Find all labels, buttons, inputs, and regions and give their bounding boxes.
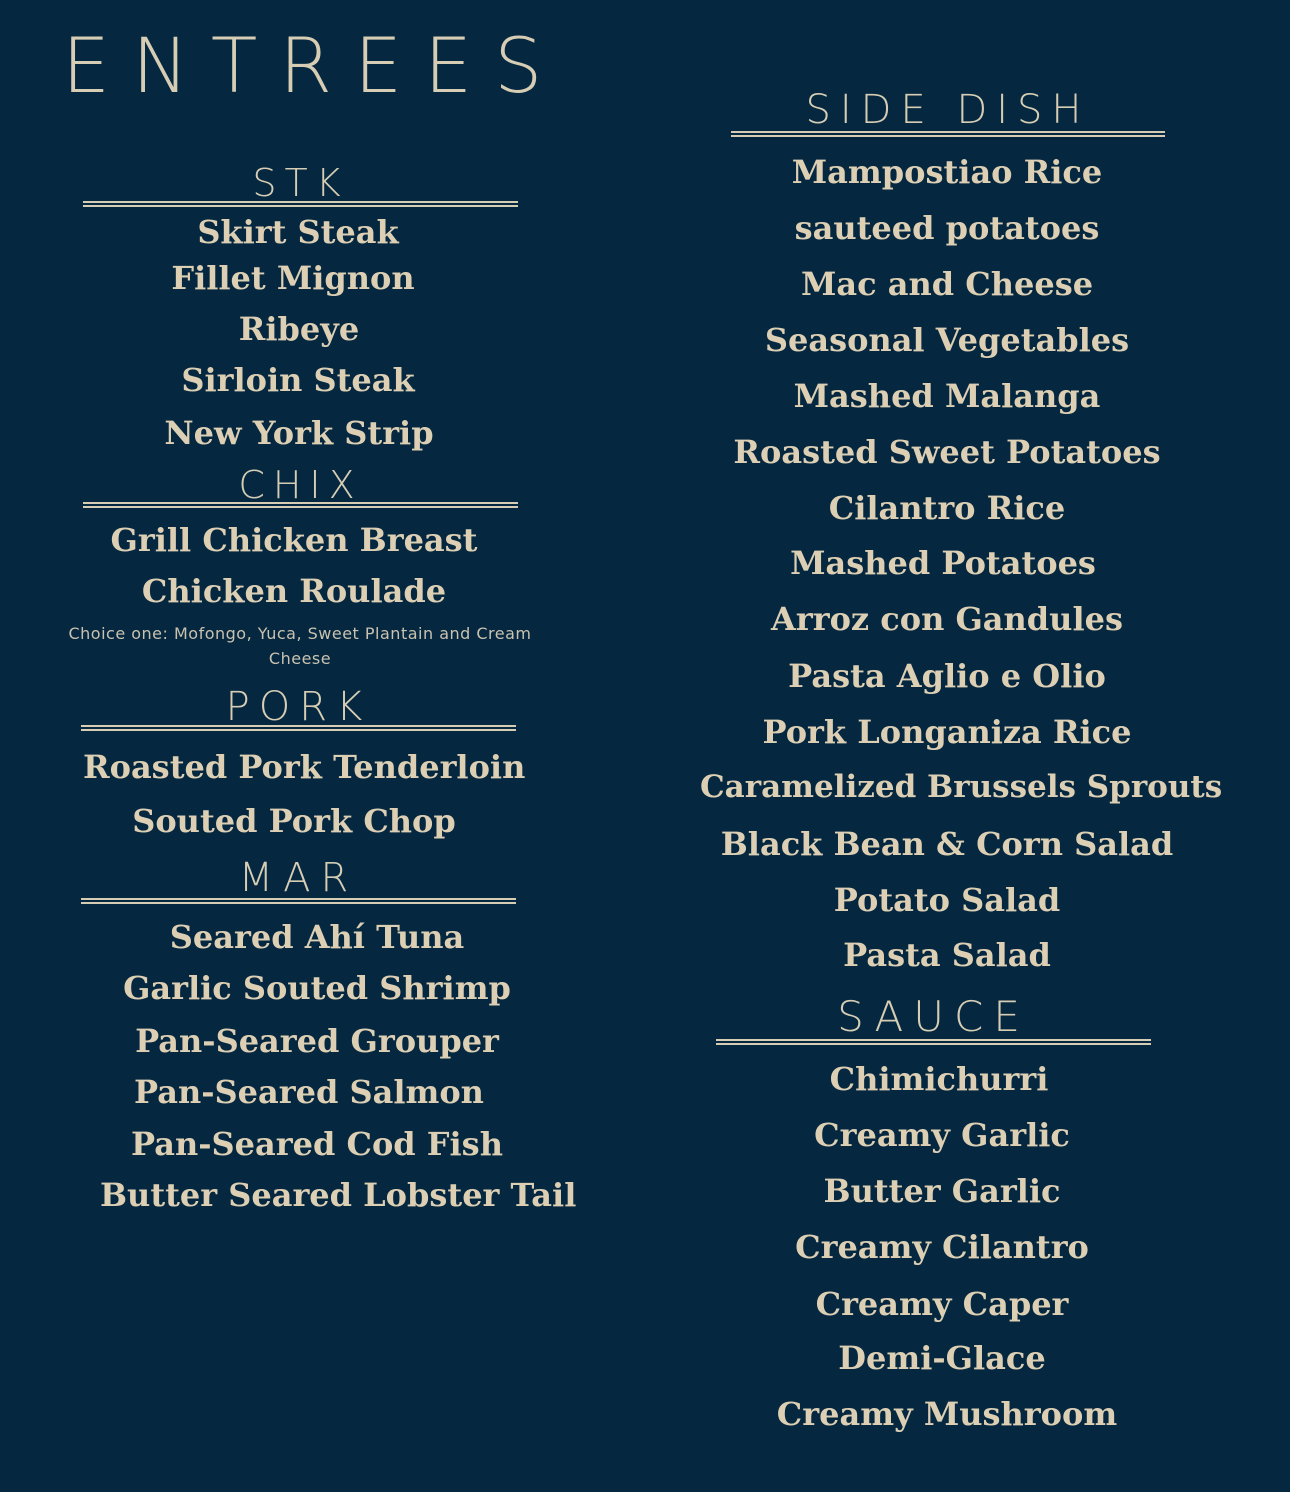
menu-item: Butter Seared Lobster Tail	[100, 1176, 577, 1214]
menu-item: Grill Chicken Breast	[110, 521, 478, 559]
sauce-item: Chimichurri	[829, 1060, 1049, 1098]
divider-seafood	[81, 898, 516, 904]
side-dish-item: sauteed potatoes	[794, 209, 1100, 247]
sauce-item: Demi-Glace	[838, 1339, 1046, 1377]
menu-item: Ribeye	[238, 310, 360, 348]
menu-item: Garlic Souted Shrimp	[123, 969, 511, 1007]
sauce-item: Butter Garlic	[823, 1172, 1061, 1210]
side-dish-item: Mashed Malanga	[793, 377, 1101, 415]
side-dish-item: Pasta Salad	[843, 936, 1051, 974]
divider-steak	[83, 201, 518, 207]
menu-item: Roasted Pork Tenderloin	[83, 748, 526, 786]
section-heading-pork: PORK	[225, 684, 372, 730]
menu-item: Skirt Steak	[197, 213, 399, 251]
menu-item: Pan-Seared Cod Fish	[131, 1125, 503, 1163]
menu-item: Sirloin Steak	[181, 361, 415, 399]
side-dish-item: Cilantro Rice	[828, 489, 1066, 527]
side-dish-item: Roasted Sweet Potatoes	[733, 433, 1161, 471]
divider-sauce	[716, 1039, 1151, 1045]
section-heading-seafood: MAR	[238, 855, 359, 901]
divider-side-dish	[731, 131, 1165, 137]
menu-item: Seared Ahí Tuna	[169, 918, 465, 956]
menu-item: Fillet Mignon	[171, 259, 415, 297]
page-title: ENTREES	[62, 21, 565, 110]
sauce-item: Creamy Caper	[815, 1285, 1069, 1323]
menu-item: New York Strip	[164, 414, 434, 452]
sauce-item: Creamy Cilantro	[795, 1228, 1089, 1266]
divider-pork	[81, 725, 516, 731]
section-heading-side-dish: SIDE DISH	[805, 87, 1091, 133]
menu-item: Chicken Roulade	[141, 572, 447, 610]
sauce-item: Creamy Garlic	[814, 1116, 1070, 1154]
side-dish-item: Caramelized Brussels Sprouts	[700, 769, 1223, 805]
menu-item: Pan-Seared Grouper	[135, 1022, 499, 1060]
side-dish-item: Pork Longaniza Rice	[762, 713, 1132, 751]
sauce-item: Creamy Mushroom	[776, 1395, 1118, 1433]
side-dish-item: Mampostiao Rice	[791, 153, 1103, 191]
side-dish-item: Pasta Aglio e Olio	[788, 657, 1106, 695]
side-dish-item: Potato Salad	[833, 881, 1061, 919]
side-dish-item: Seasonal Vegetables	[764, 321, 1130, 359]
chicken-side-note: Choice one: Mofongo, Yuca, Sweet Plantain and Cream Cheese	[68, 624, 532, 668]
divider-chicken	[83, 502, 518, 508]
side-dish-item: Black Bean & Corn Salad	[720, 825, 1174, 863]
side-dish-item: Arroz con Gandules	[771, 600, 1123, 638]
side-dish-item: Mac and Cheese	[800, 265, 1094, 303]
section-heading-chicken: CHIX	[238, 463, 363, 507]
section-heading-sauce: SAUCE	[837, 992, 1030, 1041]
side-dish-item: Mashed Potatoes	[790, 544, 1096, 582]
section-heading-steak: STK	[252, 161, 349, 205]
menu-item: Souted Pork Chop	[132, 802, 456, 840]
menu-item: Pan-Seared Salmon	[134, 1073, 484, 1111]
